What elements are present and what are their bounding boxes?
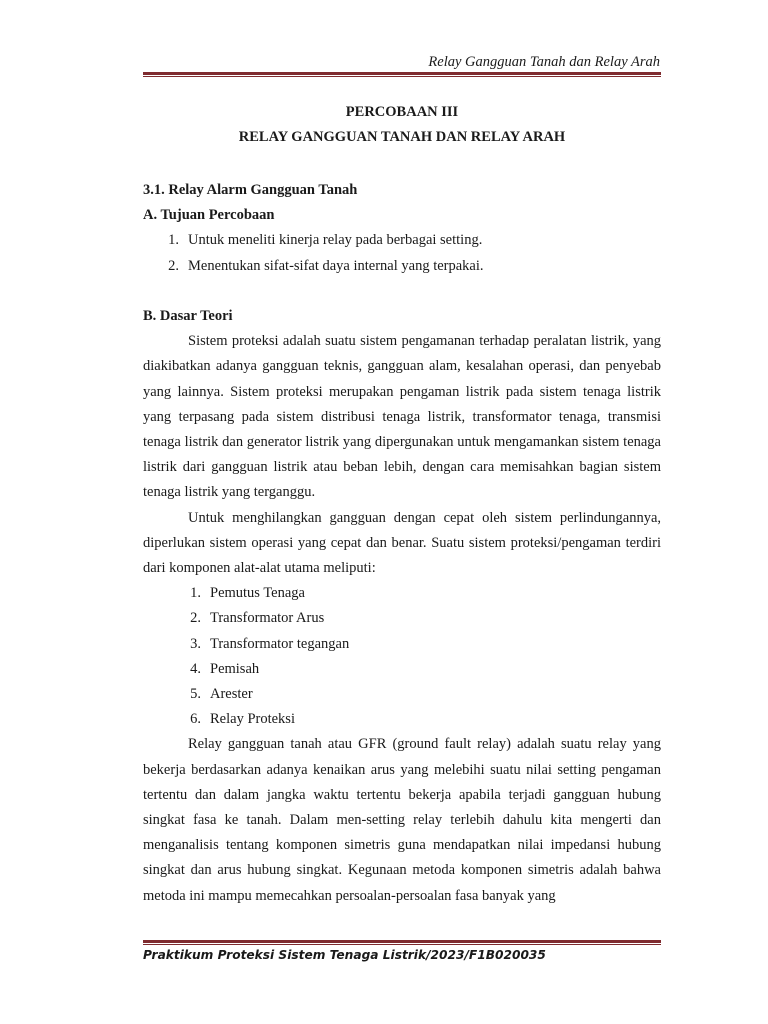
theory-heading: B. Dasar Teori: [143, 308, 233, 324]
purpose-list: [143, 228, 661, 278]
list-item: 1. Untuk meneliti kinerja relay pada berbagai setting.: [168, 232, 483, 249]
paragraph: Relay gangguan tanah atau GFR (ground fault relay) adalah suatu relay yang bekerja berdasarkan adanya kenaikan arus yang melebihi suatu nilai setting pengaman tertentu dan dalam jangka waktu tertentu bekerja apabila terjadi gangguan hubung singkat fasa ke tanah. Dalam men-setting relay terlebih dahulu kita mengerti dan menganalisis tentang komponen simetris guna mendapatkan nilai impedansi hubung singkat dan arus hubung singkat. Kegunaan metoda komponen simetris adalah bahwa metoda ini mampu memecahkan persoalan-persoalan fasa banyak yang: [143, 736, 661, 904]
paragraph: Sistem proteksi adalah suatu sistem pengamanan terhadap peralatan listrik, yang diakibatkan adanya gangguan teknis, gangguan alam, kesalahan operasi, dan penyebab yang lainnya. Sistem proteksi merupakan pengaman listrik pada sistem tenaga listrik yang terpasang pada sistem distribusi tenaga listrik, transformator tenaga, transmisi tenaga listrik dan generator listrik yang dipergunakan untuk mengamankan sistem tenaga listrik dari gangguan listrik atau beban lebih, dengan cara memisahkan bagian sistem tenaga listrik yang terganggu.: [143, 333, 661, 501]
list-item: 1. Pemutus Tenaga: [190, 585, 305, 602]
list-item: 6. Relay Proteksi: [190, 711, 295, 728]
running-header: Relay Gangguan Tanah dan Relay Arah: [428, 54, 660, 70]
footer-rule: [143, 940, 661, 945]
document-body: [143, 178, 661, 909]
list-item: 2. Transformator Arus: [190, 610, 325, 627]
section-title: 3.1. Relay Alarm Gangguan Tanah: [143, 182, 358, 198]
list-item: 5. Arester: [190, 686, 253, 703]
running-footer: Praktikum Proteksi Sistem Tenaga Listrik/2023/F1B020035: [143, 948, 546, 962]
component-list: [143, 581, 661, 732]
header-rule: [143, 72, 661, 77]
purpose-heading: A. Tujuan Percobaan: [143, 207, 275, 224]
list-item: 2. Menentukan sifat-sifat daya internal yang terpakai.: [168, 257, 484, 274]
paragraph: Untuk menghilangkan gangguan dengan cepat oleh sistem perlindungannya, diperlukan sistem operasi yang cepat dan benar. Suatu sistem proteksi/pengaman terdiri dari komponen alat-alat utama meliputi:: [143, 509, 661, 577]
list-item: 4. Pemisah: [190, 660, 260, 677]
chapter-title: RELAY GANGGUAN TANAH DAN RELAY ARAH: [238, 129, 566, 145]
chapter-number: PERCOBAAN III: [345, 104, 459, 120]
list-item: 3. Transformator tegangan: [190, 635, 350, 652]
